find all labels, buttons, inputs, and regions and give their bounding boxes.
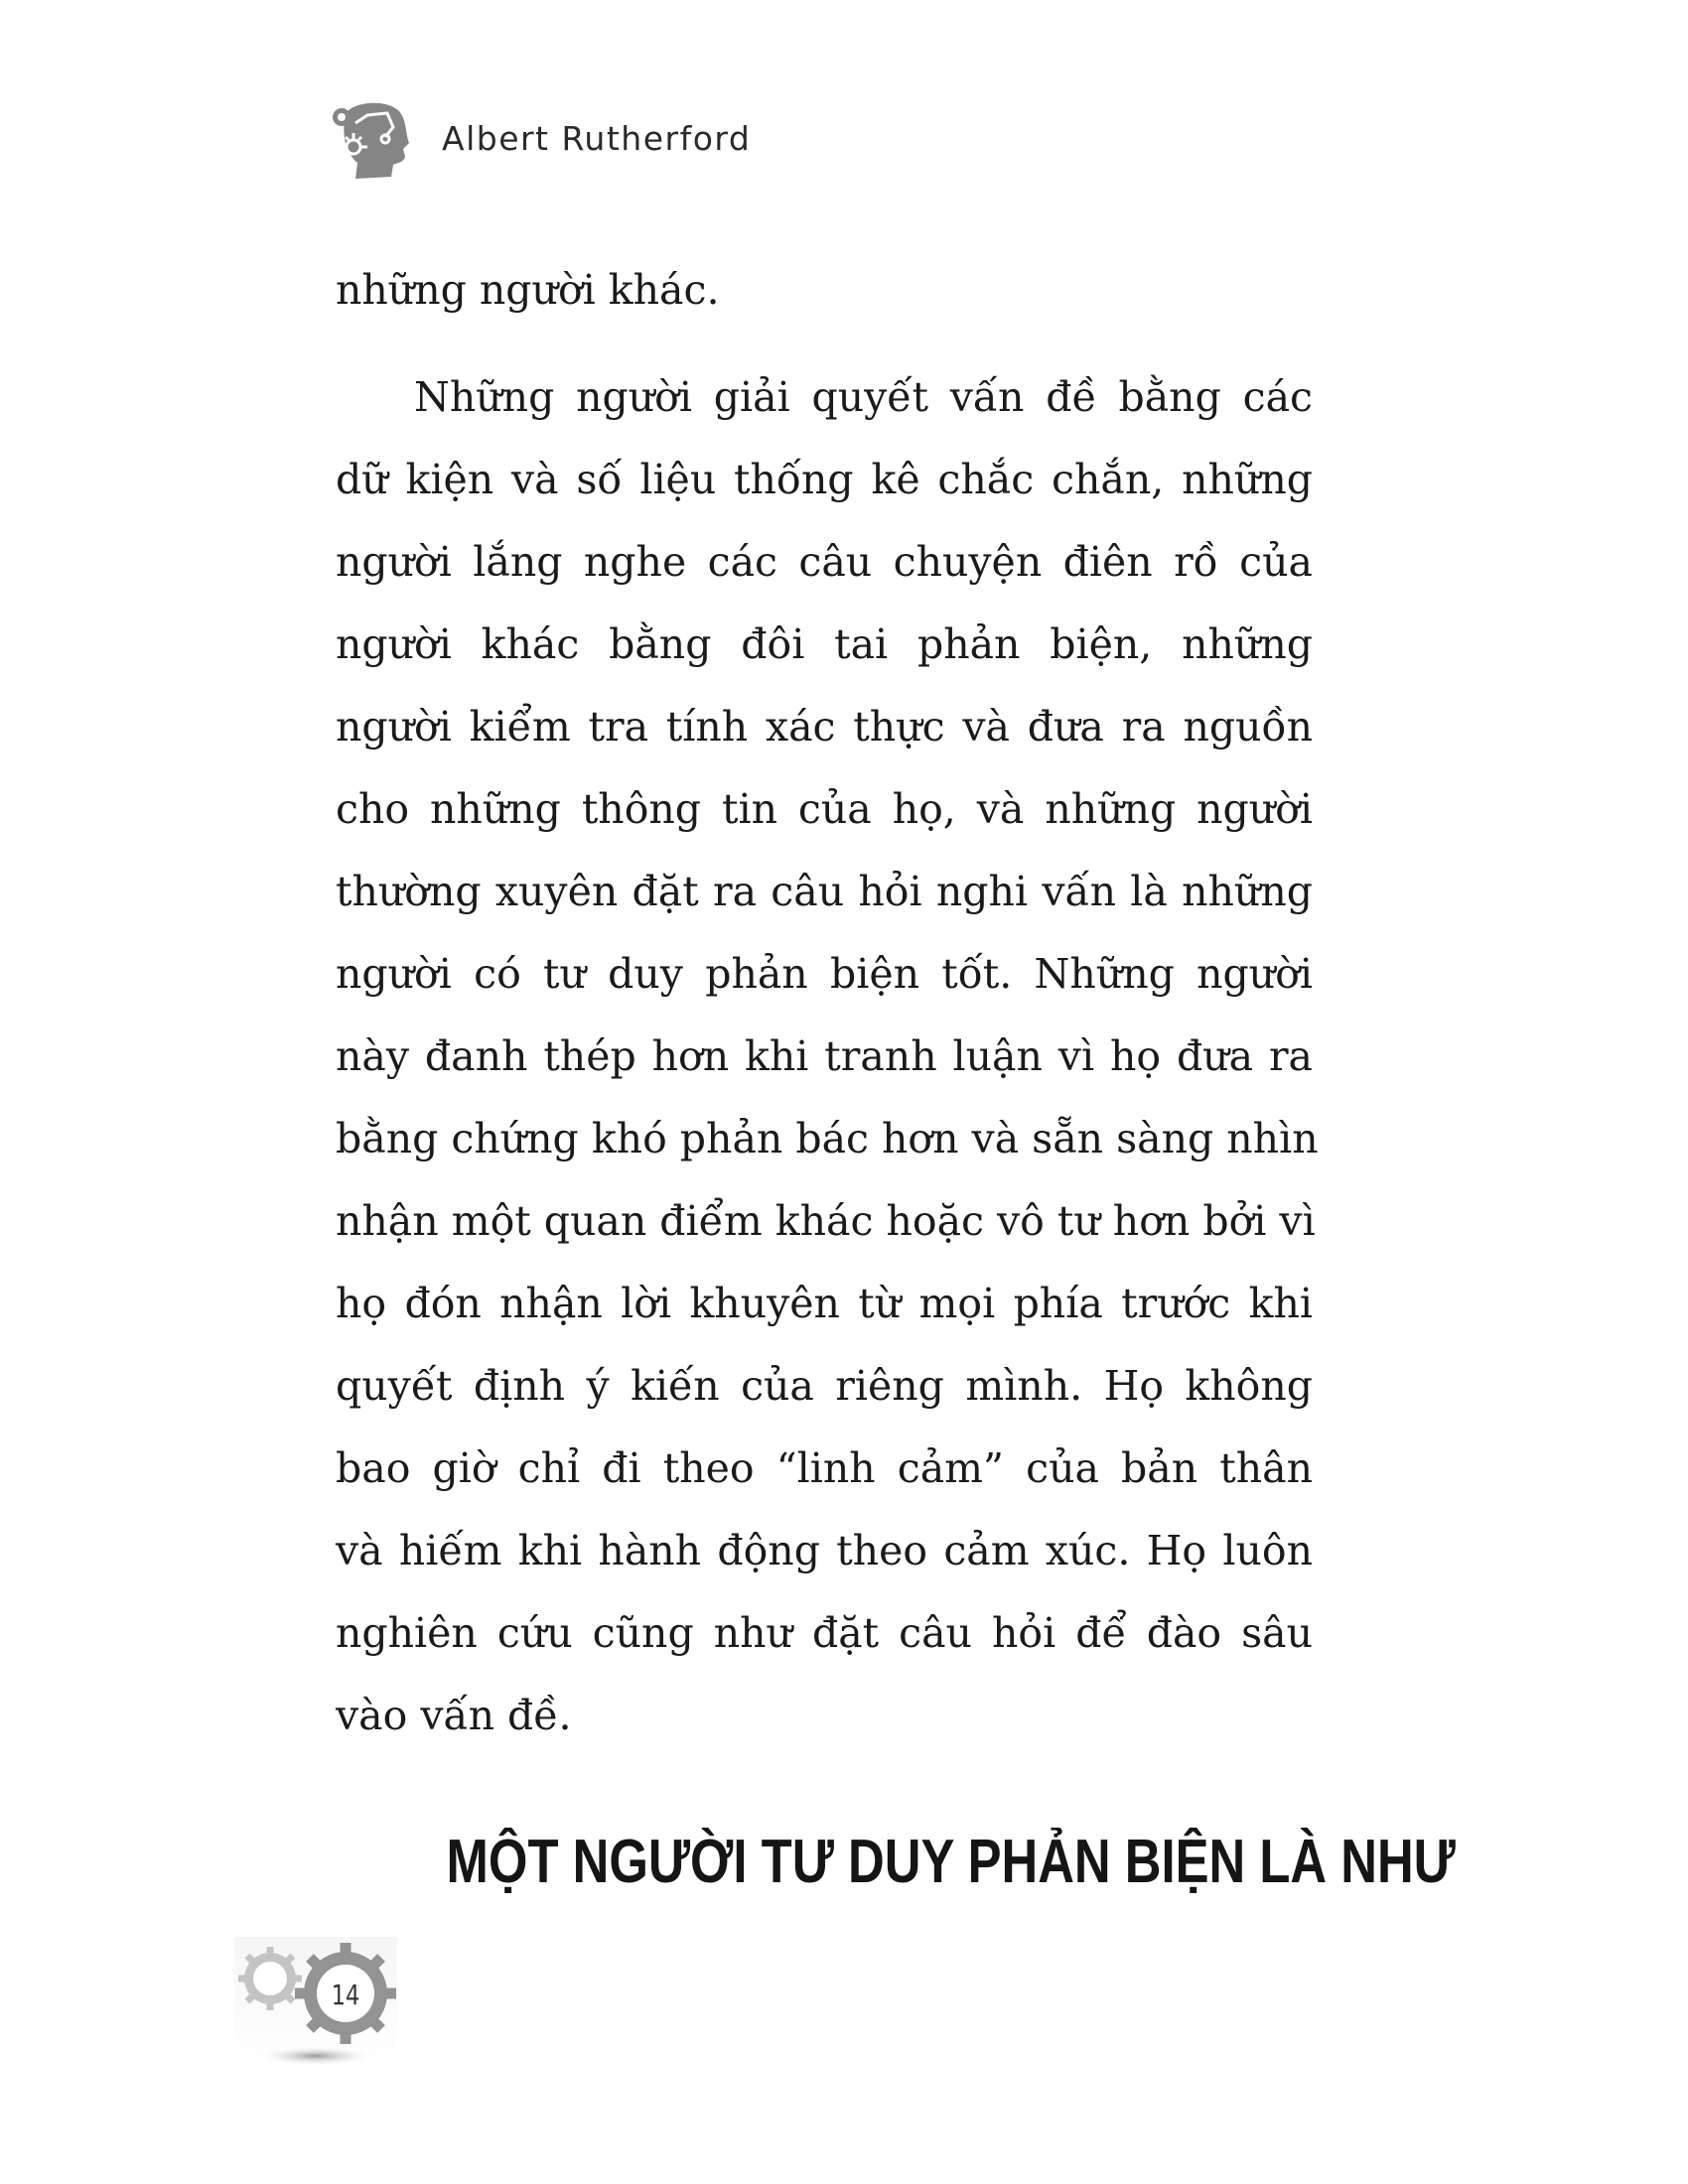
section-heading [336,1827,1456,1897]
text-line: bao giờ chỉ đi theo “linh cảm” của bản thân [336,1444,1313,1492]
text-line: người lắng nghe các câu chuyện điên rồ của [336,538,1313,586]
text-line: người kiểm tra tính xác thực và đưa ra nguồn [336,703,1313,751]
text-line: nhận một quan điểm khác hoặc vô tư hơn bởi vì [336,1197,1316,1245]
text-line: và hiếm khi hành động theo cảm xúc. Họ luôn [336,1527,1313,1574]
page-number [234,1937,397,2068]
page-number-text: 14 [331,1979,360,2011]
text-line: họ đón nhận lời khuyên từ mọi phía trước khi [336,1280,1313,1327]
head-gears-icon [328,97,411,189]
text-line: này đanh thép hơn khi tranh luận vì họ đưa ra [336,1032,1313,1080]
running-header-author: Albert Rutherford [442,119,752,158]
text-line: người có tư duy phản biện tốt. Những người [336,950,1313,998]
text-line: cho những thông tin của họ, và những người [336,785,1313,833]
text-line: dữ kiện và số liệu thống kê chắc chắn, những [336,456,1313,503]
text-line: nghiên cứu cũng như đặt câu hỏi để đào sâu [336,1609,1313,1657]
text-line: thường xuyên đặt ra câu hỏi nghi vấn là những [336,868,1313,915]
text-line: quyết định ý kiến của riêng mình. Họ không [336,1362,1313,1410]
text-line: Những người giải quyết vấn đề bằng các [414,373,1313,421]
text-line: những người khác. [336,266,720,314]
text-line: người khác bằng đôi tai phản biện, những [336,620,1313,668]
page-number-badge [234,1937,397,2068]
text-line: vào vấn đề. [336,1692,572,1739]
text-line: bằng chứng khó phản bác hơn và sẵn sàng nhìn [336,1115,1319,1162]
section-heading-text: MỘT NGƯỜI TƯ DUY PHẢN BIỆN LÀ NHƯ [446,1828,1456,1896]
